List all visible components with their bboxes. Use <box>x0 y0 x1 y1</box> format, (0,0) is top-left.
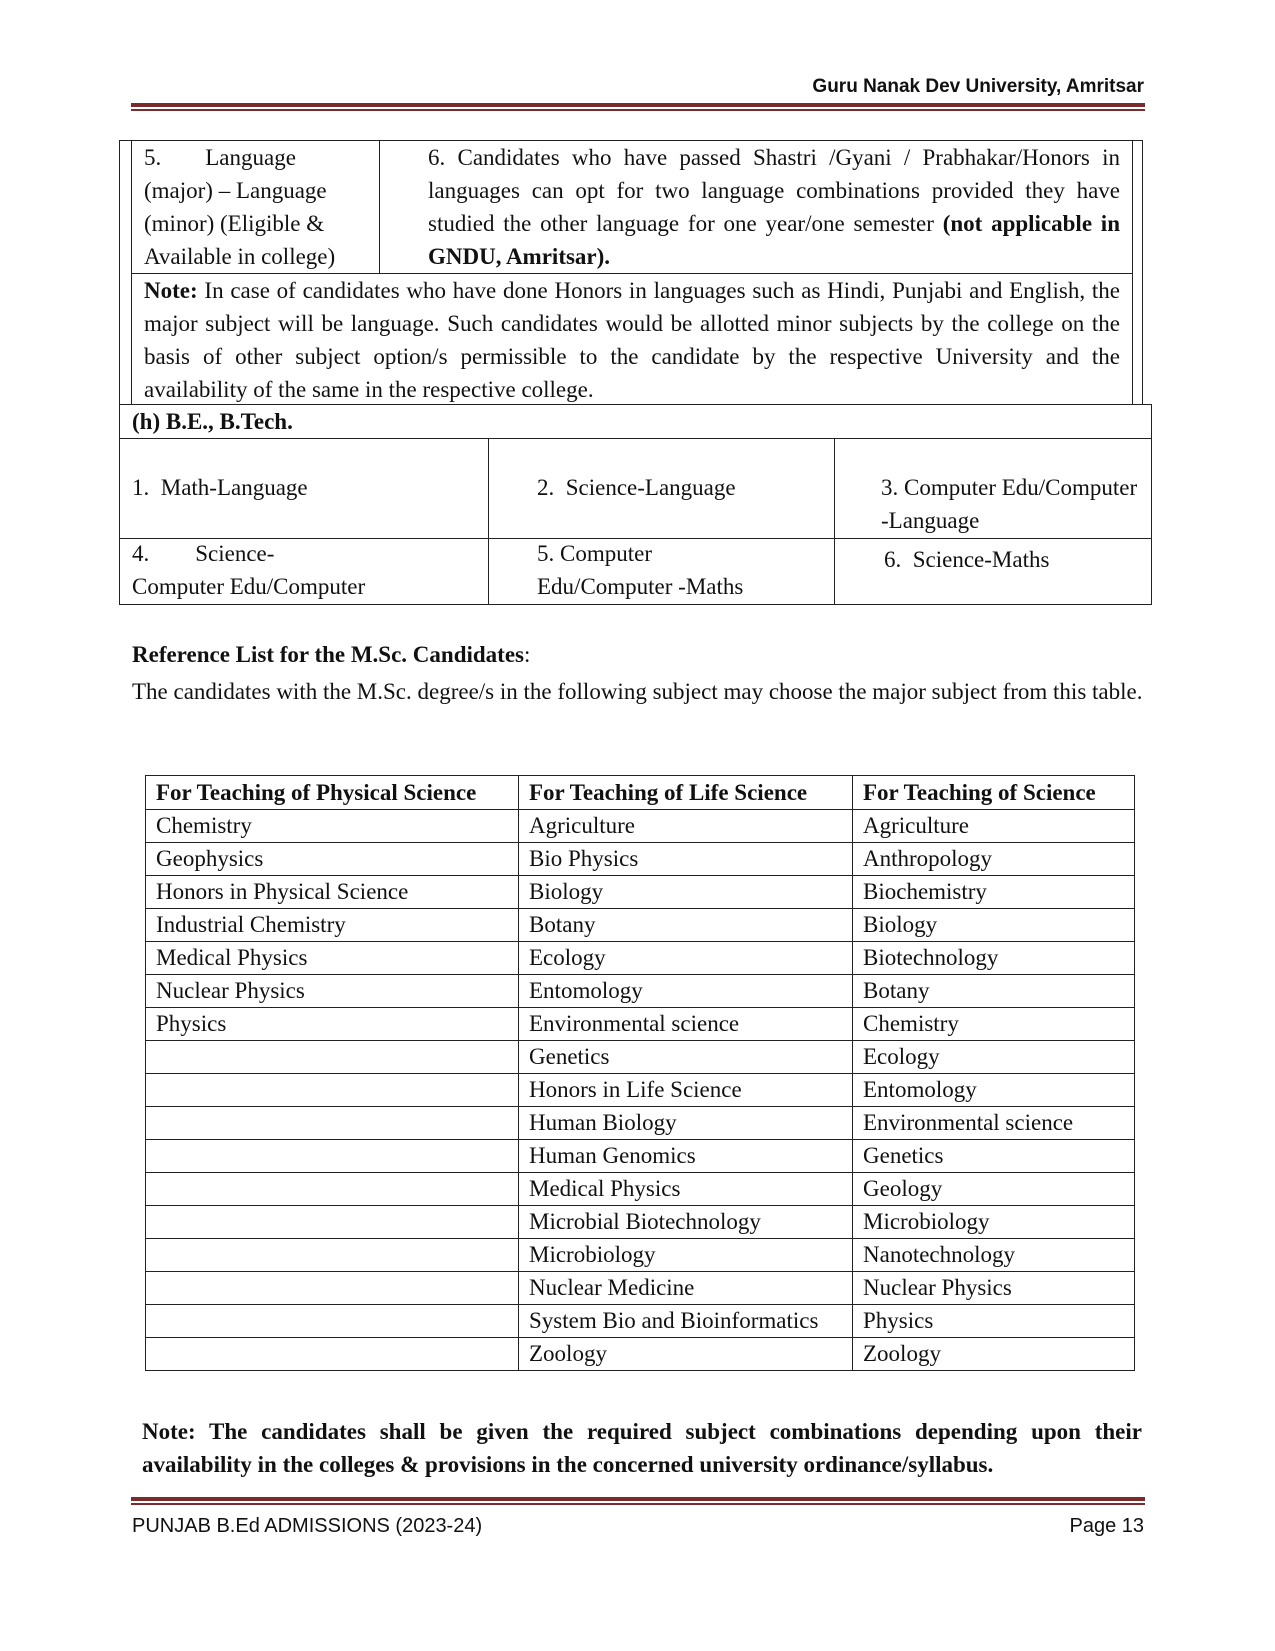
table-row <box>146 1173 1135 1206</box>
table-row <box>146 1239 1135 1272</box>
table-row <box>146 1041 1135 1074</box>
table-cell: Genetics <box>853 1140 1135 1173</box>
table-row <box>146 1107 1135 1140</box>
btech-option-3: 3. Computer Edu/Computer -Language <box>881 475 1138 533</box>
table-cell <box>146 1041 519 1074</box>
table-cell: Human Genomics <box>519 1140 853 1173</box>
language-left-line3: (minor) (Eligible & <box>144 211 325 236</box>
table-row <box>146 1206 1135 1239</box>
table-cell: Agriculture <box>853 810 1135 843</box>
table-cell: Industrial Chemistry <box>146 909 519 942</box>
table-cell: Entomology <box>853 1074 1135 1107</box>
btech-col-divider-1 <box>488 438 489 605</box>
table-cell: Human Biology <box>519 1107 853 1140</box>
table-cell: Nanotechnology <box>853 1239 1135 1272</box>
btech-option-4: 4. Science- Computer Edu/Computer <box>132 541 390 599</box>
table-cell: Geology <box>853 1173 1135 1206</box>
note-label: Note: <box>144 278 198 303</box>
language-left-word: Language <box>205 145 296 170</box>
table-cell: Botany <box>853 975 1135 1008</box>
table-row <box>146 1140 1135 1173</box>
btech-option-2: 2. Science-Language <box>537 475 736 500</box>
reference-table-body <box>146 810 1135 1371</box>
msc-intro: The candidates with the M.Sc. degree/s in the following subject may choose the major subject from this table. <box>132 679 1143 704</box>
table-cell: Physics <box>146 1008 519 1041</box>
table-cell: Bio Physics <box>519 843 853 876</box>
table-cell: Nuclear Physics <box>146 975 519 1008</box>
table-cell: Medical Physics <box>519 1173 853 1206</box>
table-cell: Microbiology <box>853 1206 1135 1239</box>
table-cell: Medical Physics <box>146 942 519 975</box>
table-cell: Ecology <box>853 1041 1135 1074</box>
table-cell: Agriculture <box>519 810 853 843</box>
header-rule <box>131 103 1145 111</box>
table-cell: Microbial Biotechnology <box>519 1206 853 1239</box>
reference-table <box>145 775 1135 1371</box>
language-left-cell <box>144 141 372 273</box>
table-cell: Chemistry <box>853 1008 1135 1041</box>
table-cell <box>146 1305 519 1338</box>
language-left-num: 5. <box>144 145 162 170</box>
table-cell: Honors in Physical Science <box>146 876 519 909</box>
table-row <box>146 843 1135 876</box>
table-row <box>146 975 1135 1008</box>
header-physical-science: For Teaching of Physical Science <box>146 776 519 810</box>
table-cell: Ecology <box>519 942 853 975</box>
table-cell: System Bio and Bioinformatics <box>519 1305 853 1338</box>
table-cell <box>146 1074 519 1107</box>
language-divider <box>379 140 380 274</box>
note-text: In case of candidates who have done Honors in languages such as Hindi, Punjabi and English, the major subject will be language. Such candidates would be allotted minor subjects by the college on the basis of other subject option/s permissible to the candidate by the respective University and the availability of the same in the respective college. <box>144 278 1120 402</box>
table-row <box>146 942 1135 975</box>
table-cell <box>146 1272 519 1305</box>
table-cell <box>146 1338 519 1371</box>
table-row <box>146 876 1135 909</box>
btech-option-6: 6. Science-Maths <box>884 547 1050 572</box>
header-life-science: For Teaching of Life Science <box>519 776 853 810</box>
btech-col-divider-2 <box>834 438 835 605</box>
table-cell: Chemistry <box>146 810 519 843</box>
btech-option-5: 5. Computer Edu/Computer -Maths <box>537 541 744 599</box>
msc-heading <box>132 642 530 668</box>
language-left-line2: (major) – Language <box>144 178 327 203</box>
btech-option-1: 1. Math-Language <box>132 475 308 500</box>
page-header-title: Guru Nanak Dev University, Amritsar <box>812 76 1144 97</box>
table-cell <box>146 1173 519 1206</box>
bottom-note: Note: The candidates shall be given the required subject combinations depending upon their availability in the colleges & provisions in the concerned university ordinance/syllabus. <box>142 1419 1142 1477</box>
table-row <box>146 1305 1135 1338</box>
table-row <box>146 1338 1135 1371</box>
language-left-line4: Available in college) <box>144 244 336 269</box>
table-cell: Nuclear Medicine <box>519 1272 853 1305</box>
table-row <box>146 810 1135 843</box>
language-right-text: 6. Candidates who have passed Shastri /Gyani / Prabhakar/Honors in languages can opt for two language combinations provided they have studied the other language for one year/one semester <box>428 145 1120 236</box>
table-cell: Zoology <box>853 1338 1135 1371</box>
footer-rule <box>131 1497 1145 1505</box>
table-cell: Genetics <box>519 1041 853 1074</box>
table-cell: Geophysics <box>146 843 519 876</box>
table-cell <box>146 1107 519 1140</box>
btech-heading-divider <box>119 438 1152 439</box>
table-cell: Anthropology <box>853 843 1135 876</box>
table-cell <box>146 1239 519 1272</box>
language-right-bold: (not applicable in GNDU, Amritsar). <box>428 211 1120 269</box>
table-row <box>146 909 1135 942</box>
table-cell: Biochemistry <box>853 876 1135 909</box>
table-cell: Biology <box>853 909 1135 942</box>
footer-title: PUNJAB B.Ed ADMISSIONS (2023-24) <box>132 1515 483 1537</box>
table-cell: Zoology <box>519 1338 853 1371</box>
header-science: For Teaching of Science <box>853 776 1135 810</box>
table-cell <box>146 1140 519 1173</box>
table-row <box>146 1074 1135 1107</box>
table-cell: Microbiology <box>519 1239 853 1272</box>
page-number: Page 13 <box>1069 1515 1144 1537</box>
msc-heading-suffix: : <box>524 642 531 667</box>
table-cell: Biology <box>519 876 853 909</box>
table-cell: Honors in Life Science <box>519 1074 853 1107</box>
btech-heading: (h) B.E., B.Tech. <box>132 409 293 434</box>
table-cell: Entomology <box>519 975 853 1008</box>
language-right-cell <box>428 141 1120 273</box>
table-cell: Environmental science <box>519 1008 853 1041</box>
table-cell <box>146 1206 519 1239</box>
table-row <box>146 1008 1135 1041</box>
table-cell: Botany <box>519 909 853 942</box>
msc-heading-text: Reference List for the M.Sc. Candidates <box>132 642 524 667</box>
table-cell: Nuclear Physics <box>853 1272 1135 1305</box>
table-cell: Environmental science <box>853 1107 1135 1140</box>
note-cell <box>144 274 1120 406</box>
table-cell: Physics <box>853 1305 1135 1338</box>
table-row <box>146 1272 1135 1305</box>
table-cell: Biotechnology <box>853 942 1135 975</box>
reference-table-header-row <box>146 776 1135 810</box>
